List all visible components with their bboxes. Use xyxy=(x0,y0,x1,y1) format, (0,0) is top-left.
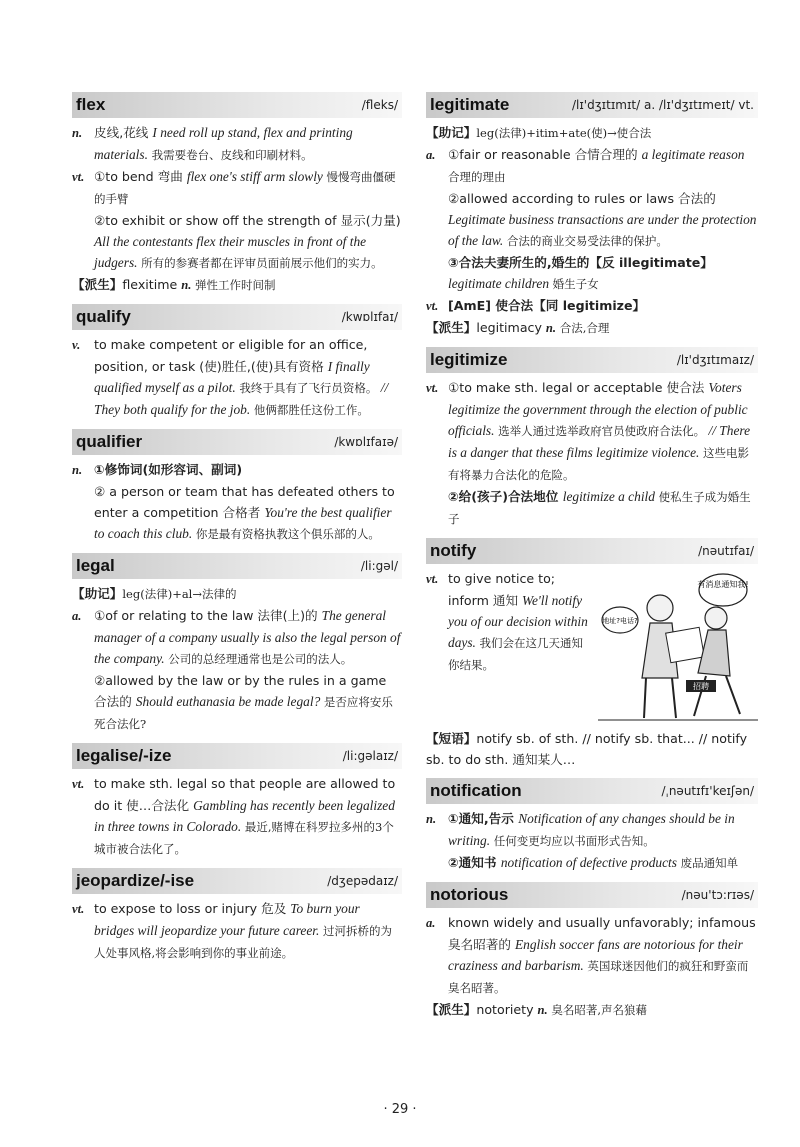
pos-label: vt. xyxy=(426,572,439,586)
example: legitimize a child xyxy=(562,489,655,504)
translation: 慢慢弯曲僵硬的手臂 xyxy=(94,170,396,206)
speech-bubble-1: 有消息通知我! xyxy=(697,580,749,589)
example: To burn your bridges will jeopardize your future career. xyxy=(94,901,360,938)
entry-jeopardize xyxy=(72,868,402,964)
sense-2 xyxy=(72,670,402,735)
derivative-tag: 【派生】 xyxy=(72,277,123,292)
mnemonic-tag: 【助记】 xyxy=(426,125,477,140)
translation: 婚生子女 xyxy=(549,277,599,291)
headword-bar xyxy=(426,882,758,908)
translation: 最近,赌博在科罗拉多州的3个城市被合法化了。 xyxy=(94,820,394,856)
pos-label: n. xyxy=(537,1003,548,1017)
definition: ②通知书 xyxy=(448,855,501,870)
translation: 我终于具有了飞行员资格。 xyxy=(235,381,378,395)
phonetic: /li:gəlaɪz/ xyxy=(342,749,398,763)
phonetic: /lɪ'dʒɪtɪmaɪz/ xyxy=(676,353,754,367)
definition: ②to exhibit or show off the strength of 显示(力量) xyxy=(94,213,401,228)
example: Gambling has recently been legalized in three towns in Colorado. xyxy=(94,798,395,834)
sense xyxy=(72,898,402,964)
definition: to expose to loss or injury 危及 xyxy=(94,901,291,916)
translation: 你是最有资格执教这个俱乐部的人。 xyxy=(192,527,380,541)
headword: notification xyxy=(430,781,522,800)
headword-bar xyxy=(72,92,402,118)
headword-bar xyxy=(72,304,402,330)
derivative xyxy=(72,274,402,296)
phrase-text: notify sb. of sth. // notify sb. that... // notify sb. to do sth. 通知某人… xyxy=(426,731,748,767)
pos-label: n. xyxy=(72,126,83,140)
sense-2 xyxy=(72,481,402,545)
definition: to make competent or eligible for an office, position, or task (使)胜任,(使)具有资格 xyxy=(94,337,368,374)
separator: // xyxy=(377,380,389,395)
right-column xyxy=(426,92,758,1029)
headword-bar xyxy=(72,553,402,579)
headword: legitimate xyxy=(430,95,510,114)
example: Notification of any changes should be in writing. xyxy=(448,811,735,848)
sense-1 xyxy=(72,459,402,481)
phonetic: /nəutɪfaɪ/ xyxy=(698,544,754,558)
sense-noun xyxy=(72,122,402,166)
notify-body xyxy=(426,568,758,728)
translation: 合法,合理 xyxy=(556,321,610,335)
entry-legitimate xyxy=(426,92,758,339)
entry-legitimize xyxy=(426,347,758,530)
definition: [AmE] 使合法【同 legitimize】 xyxy=(448,298,646,313)
definition: ②给(孩子)合法地位 xyxy=(448,489,563,504)
definition: ①to bend 弯曲 xyxy=(94,169,187,184)
sense xyxy=(72,334,402,421)
entry-legal xyxy=(72,553,402,735)
headword: notorious xyxy=(430,885,509,904)
sense-verb xyxy=(426,295,758,317)
definition: ①修饰词(如形容词、副词) xyxy=(94,462,243,477)
definition: ①通知,告示 xyxy=(448,811,519,826)
example: We'll notify you of our decision within days. xyxy=(448,593,588,650)
definition: to give notice to; inform 通知 xyxy=(448,571,556,608)
entry-legalise xyxy=(72,743,402,860)
pos-label: vt. xyxy=(72,902,85,916)
entry-qualify xyxy=(72,304,402,421)
definition: ② a person or team that has defeated others to enter a competition 合格者 xyxy=(94,484,395,520)
pos-label: vt. xyxy=(72,777,85,791)
phonetic: /lɪ'dʒɪtɪmɪt/ a. /lɪ'dʒɪtɪmeɪt/ vt. xyxy=(571,98,754,112)
definition: 皮线,花线 xyxy=(94,125,153,140)
headword-bar xyxy=(426,347,758,373)
translation: 公司的总经理通常也是公司的法人。 xyxy=(164,652,353,666)
notify-text xyxy=(426,568,594,728)
definition: ②allowed according to rules or laws 合法的 xyxy=(448,191,716,206)
entry-notification xyxy=(426,778,758,874)
sense-verb-1 xyxy=(72,166,402,210)
phonetic: /kwɒlɪfaɪə/ xyxy=(334,435,398,449)
derivative xyxy=(426,317,758,339)
translation: 所有的参赛者都在评审员面前展示他们的实力。 xyxy=(137,256,383,270)
entry-notorious xyxy=(426,882,758,1021)
phonetic: /li:gəl/ xyxy=(360,559,398,573)
headword-bar xyxy=(72,429,402,455)
example: I need roll up stand, flex and printing materials. xyxy=(94,125,353,162)
sense-2 xyxy=(426,188,758,252)
translation: 我们会在这几天通知你结果。 xyxy=(448,636,584,672)
headword-bar xyxy=(72,743,402,769)
headword: notify xyxy=(430,541,477,560)
example: a legitimate reason xyxy=(641,147,745,162)
mnemonic xyxy=(426,122,758,144)
translation: 合法的商业交易受法律的保护。 xyxy=(503,234,668,248)
headword: qualifier xyxy=(76,432,143,451)
headword-bar xyxy=(426,778,758,804)
pos-label: a. xyxy=(426,148,436,162)
translation: 他俩都胜任这份工作。 xyxy=(250,403,369,417)
example: Should euthanasia be made legal? xyxy=(135,694,321,709)
sense-2 xyxy=(426,852,758,874)
sense-2 xyxy=(426,486,758,530)
sense-1 xyxy=(426,808,758,852)
translation: 臭名昭著,声名狼藉 xyxy=(547,1003,647,1017)
derivative-word: notoriety xyxy=(476,1002,538,1017)
headword-bar xyxy=(72,868,402,894)
translation: 使私生子成为婚生子 xyxy=(448,490,751,526)
pos-label: vt. xyxy=(72,170,85,184)
headword: jeopardize/-ise xyxy=(76,871,195,890)
cartoon-illustration xyxy=(598,568,758,728)
phrases xyxy=(426,728,758,770)
phonetic: /fleks/ xyxy=(361,98,398,112)
mnemonic-tag: 【助记】 xyxy=(72,586,123,601)
translation: 废品通知单 xyxy=(677,856,739,870)
example: legitimate children xyxy=(448,276,550,291)
translation: 这些电影有将暴力合法化的危险。 xyxy=(448,446,750,482)
left-column xyxy=(72,92,402,972)
phonetic: /nəu'tɔ:rɪəs/ xyxy=(681,888,754,902)
example: There is a danger that these films legitimize violence. xyxy=(448,423,751,460)
translation: 合理的理由 xyxy=(448,170,506,184)
definition: ①of or relating to the law 法律(上)的 xyxy=(94,608,322,623)
pos-label: a. xyxy=(426,916,436,930)
headword-bar xyxy=(426,538,758,564)
pos-label: v. xyxy=(72,338,81,352)
headword: legalise/-ize xyxy=(76,746,172,765)
translation: 过河拆桥的为人处事风格,将会影响到你的事业前途。 xyxy=(94,924,393,960)
sense-1 xyxy=(72,605,402,670)
example: English soccer fans are notorious for their craziness and barbarism. xyxy=(448,937,743,973)
example: notification of defective products xyxy=(500,855,677,870)
headword: qualify xyxy=(76,307,131,326)
definition: known widely and usually unfavorably; infamous 臭名昭著的 xyxy=(448,915,756,952)
translation: 弹性工作时间制 xyxy=(191,278,276,292)
sense xyxy=(426,912,758,999)
headword: legal xyxy=(76,556,115,575)
example: They both qualify for the job. xyxy=(94,402,251,417)
definition: to make sth. legal so that people are allowed to do it 使…合法化 xyxy=(94,776,396,813)
mnemonic xyxy=(72,583,402,605)
sense-1 xyxy=(426,144,758,188)
phonetic: /kwɒlɪfaɪ/ xyxy=(341,310,398,324)
page-number: · 29 · xyxy=(383,1102,417,1117)
pos-label: vt. xyxy=(426,381,439,395)
definition: ①fair or reasonable 合情合理的 xyxy=(448,147,642,162)
derivative-tag: 【派生】 xyxy=(426,320,477,335)
headword: legitimize xyxy=(430,350,508,369)
pos-label: n. xyxy=(426,812,437,826)
derivative-tag: 【派生】 xyxy=(426,1002,477,1017)
phonetic: /ˌnəutɪfɪ'keɪʃən/ xyxy=(661,784,754,798)
mnemonic-text: leg(法律)+itim+ate(使)→使合法 xyxy=(476,126,652,140)
translation: 英国球迷因他们的疯狂和野蛮而臭名昭著。 xyxy=(448,959,749,995)
definition: ②allowed by the law or by the rules in a game 合法的 xyxy=(94,673,387,709)
translation: 任何变更均应以书面形式告知。 xyxy=(490,834,655,848)
headword: flex xyxy=(76,95,106,114)
pos-label: a. xyxy=(72,609,82,623)
pos-label: n. xyxy=(545,321,557,335)
phrase-tag: 【短语】 xyxy=(426,731,477,746)
derivative-word: flexitime xyxy=(122,277,182,292)
translation: 我需要卷台、皮线和印刷材料。 xyxy=(147,148,313,162)
sense-3 xyxy=(426,252,758,295)
mnemonic-text: leg(法律)+al→法律的 xyxy=(122,587,237,601)
sense-1 xyxy=(426,377,758,486)
entry-flex xyxy=(72,92,402,296)
pos-label: n. xyxy=(181,278,192,292)
example: I finally qualified myself as a pilot. xyxy=(94,359,370,395)
definition: ③合法夫妻所生的,婚生的【反 illegitimate】 xyxy=(448,255,713,270)
sense xyxy=(426,568,594,676)
pos-label: vt. xyxy=(426,299,439,313)
definition: ①to make sth. legal or acceptable 使合法 xyxy=(448,380,709,395)
example: All the contestants flex their muscles in front of the judgers. xyxy=(94,234,367,270)
sense-verb-2 xyxy=(72,210,402,274)
example: The general manager of a company usually is also the legal person of the company. xyxy=(94,608,401,666)
entry-notify xyxy=(426,538,758,770)
speech-bubble-2: 地址?电话? xyxy=(602,617,638,625)
phonetic: /dʒepədaɪz/ xyxy=(327,874,398,888)
example: flex one's stiff arm slowly xyxy=(186,169,323,184)
example: You're the best qualifier to coach this club. xyxy=(94,505,392,541)
derivative xyxy=(426,999,758,1021)
headword-bar xyxy=(426,92,758,118)
entry-qualifier xyxy=(72,429,402,545)
sense xyxy=(72,773,402,860)
example: Legitimate business transactions are under the protection of the law. xyxy=(448,212,757,248)
pos-label: n. xyxy=(72,463,83,477)
translation: 选举人通过选举政府官员使政府合法化。 xyxy=(494,424,706,438)
example: Voters legitimize the government through the election of public officials. xyxy=(448,380,748,438)
sign-label: 招聘 xyxy=(693,682,709,691)
separator: // xyxy=(705,423,720,438)
derivative-word: legitimacy xyxy=(476,320,546,335)
translation: 是否应将安乐死合法化? xyxy=(94,695,393,731)
